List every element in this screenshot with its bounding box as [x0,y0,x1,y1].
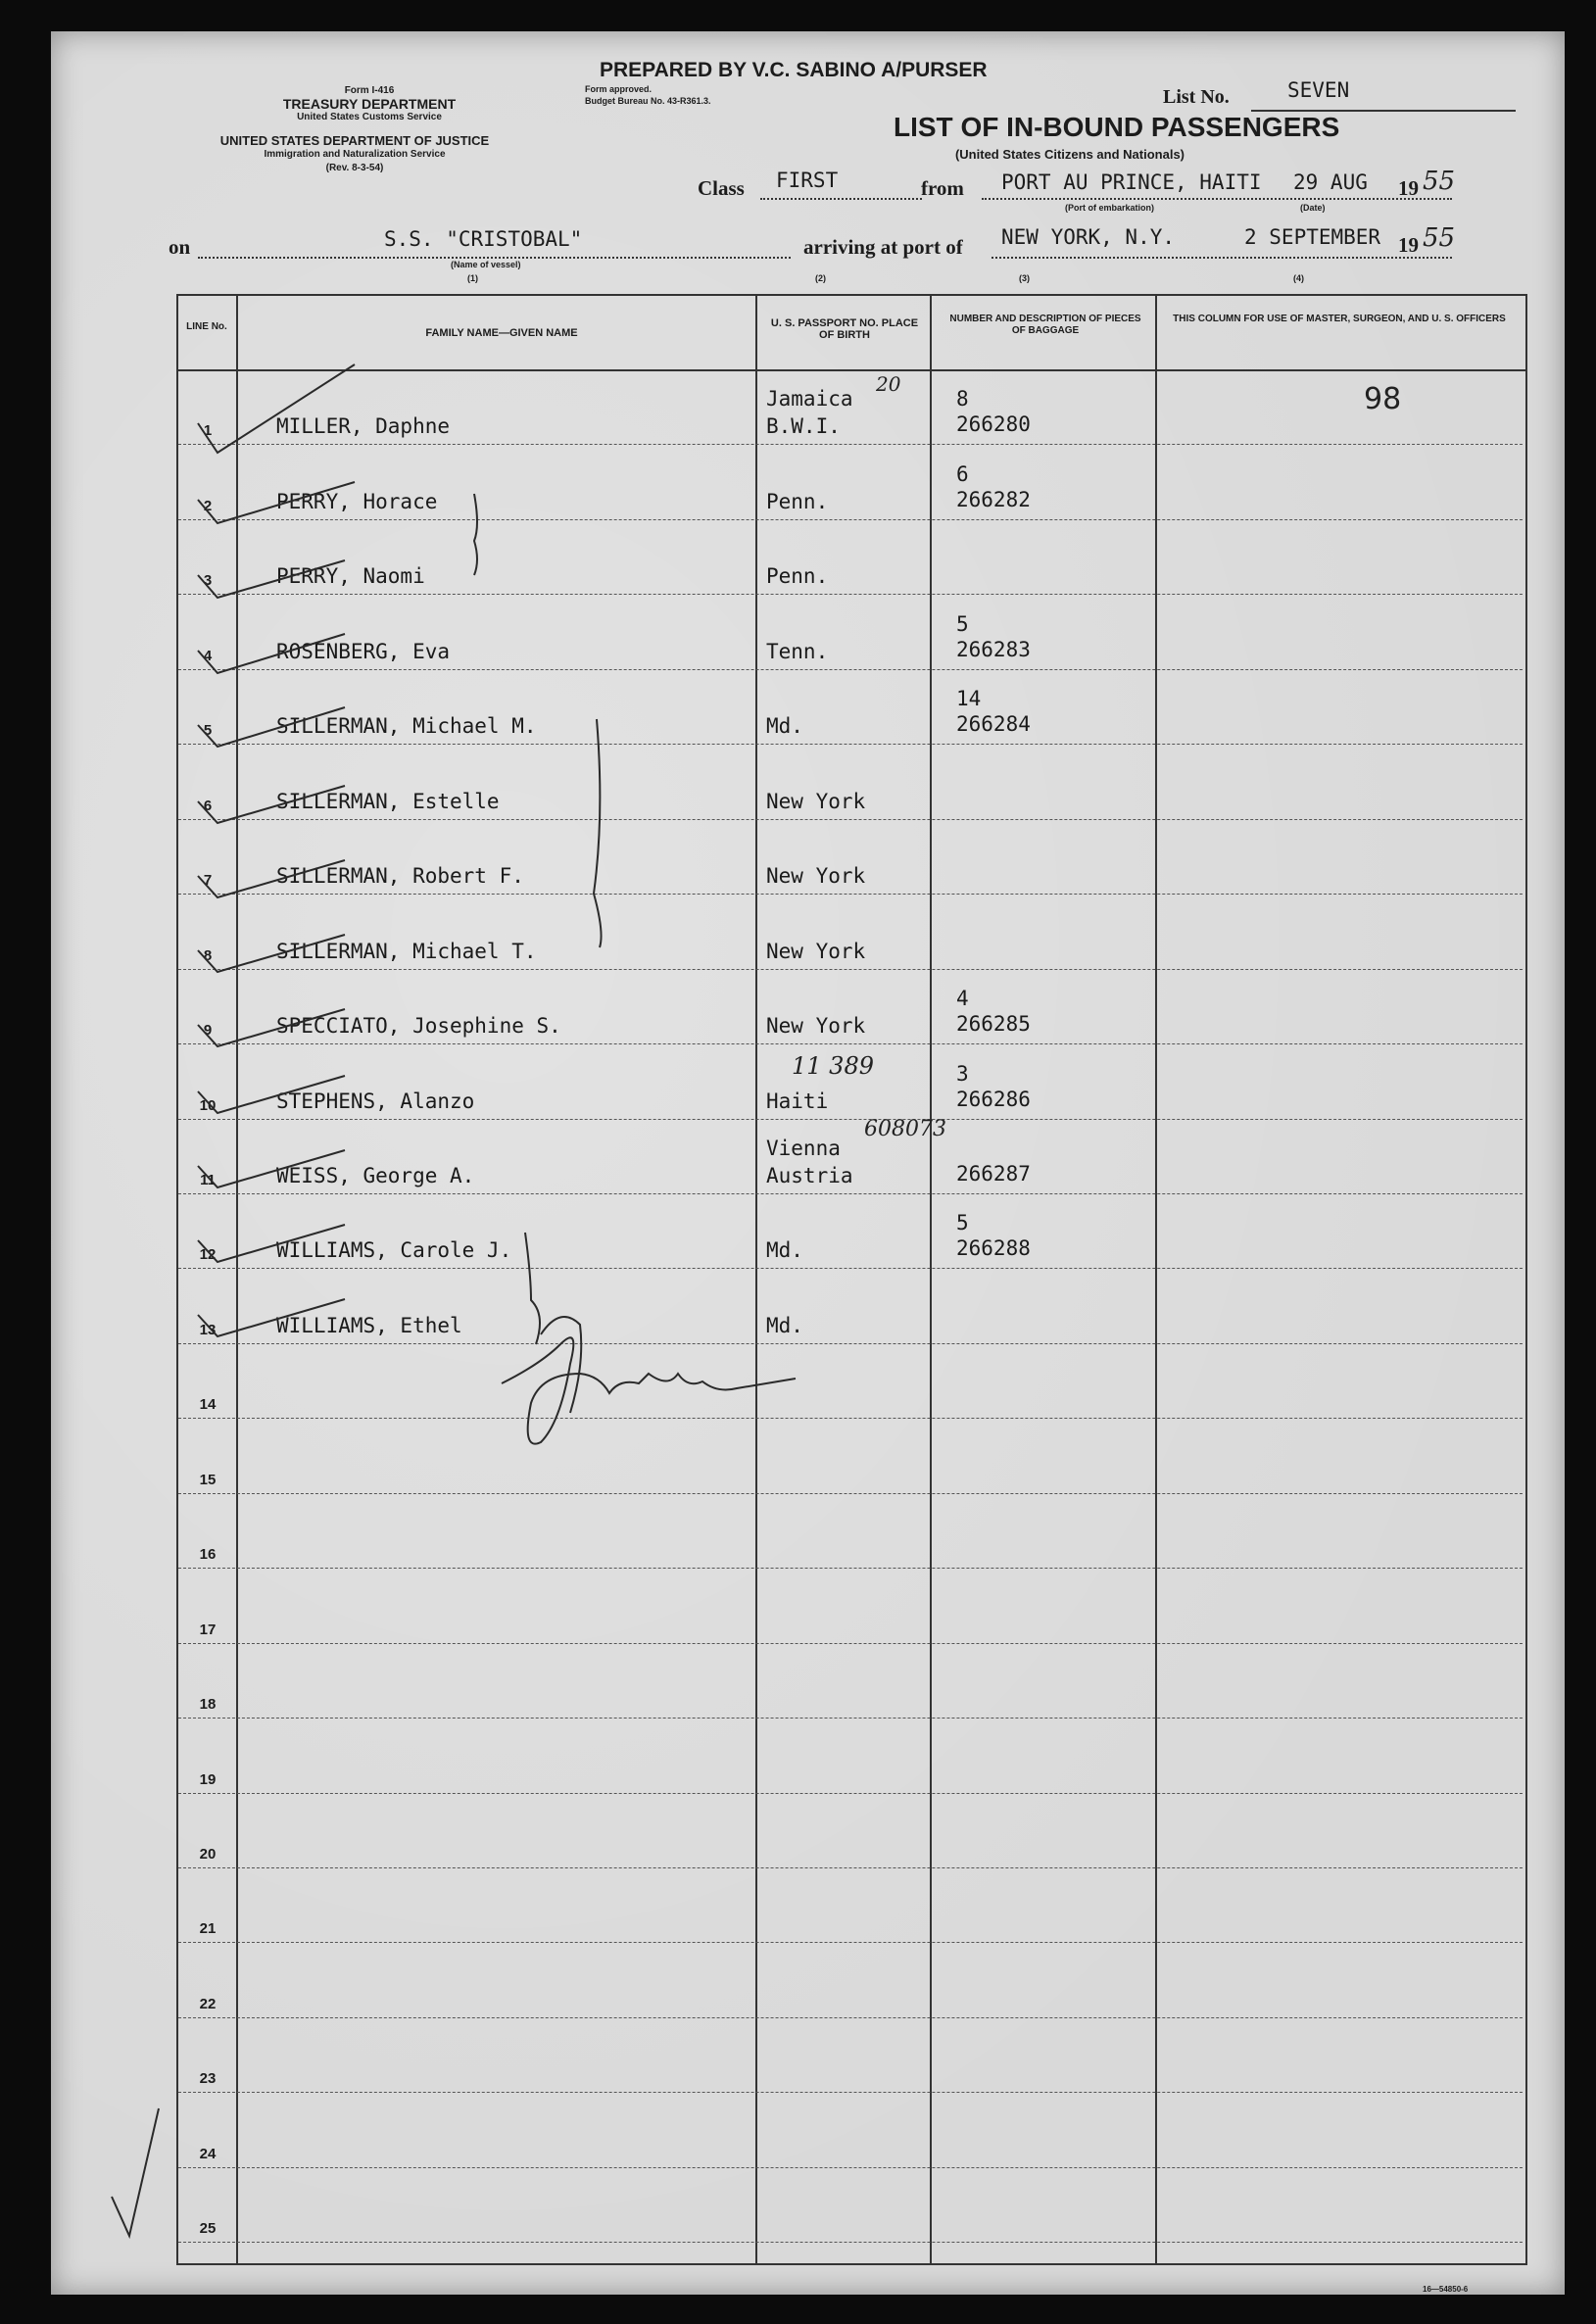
vessel-underline [198,257,791,259]
header-name: FAMILY NAME—GIVEN NAME [425,327,578,339]
line-number: 14 [199,1396,217,1414]
list-no-label: List No. [1163,86,1230,108]
line-number: 6 [203,797,213,814]
passenger-name: MILLER, Daphne [276,414,451,439]
birth-place: New York [766,1014,866,1039]
from-year-prefix: 19 [1398,176,1419,200]
baggage-number: 266283 [956,637,1031,661]
birth-place-line1: Jamaica [766,387,853,412]
handwritten-row10-note: 11 389 [792,1052,874,1080]
passenger-name: SILLERMAN, Michael M. [276,714,537,739]
row-rule [178,1268,1523,1269]
vessel-name: S.S. "CRISTOBAL" [384,227,583,251]
form-revision: (Rev. 8-3-54) [325,163,384,173]
port-of-embarkation-caption: (Port of embarkation) [1065,203,1155,213]
table-header-rule [176,369,1525,371]
birth-place: Md. [766,1313,803,1337]
birth-place: Austria [766,1163,853,1187]
from-port: PORT AU PRINCE, HAITI [1001,170,1262,194]
birth-place: Tenn. [766,639,829,663]
line-number: 4 [203,647,213,664]
row-rule [178,744,1523,745]
line-number: 10 [199,1096,217,1114]
baggage-number: 266287 [956,1161,1031,1186]
row-rule [178,519,1523,520]
birth-place-line1: Vienna [766,1136,841,1160]
line-number: 12 [199,1246,217,1264]
passenger-name: PERRY, Horace [276,489,438,513]
row-rule [178,1119,1523,1120]
row-rule [178,1942,1523,1943]
column-number-4: (4) [1293,273,1304,283]
birth-place: New York [766,939,866,963]
customs-service: United States Customs Service [297,112,442,122]
passenger-name: SILLERMAN, Robert F. [276,864,524,889]
date-caption: (Date) [1300,203,1326,213]
birth-place: Penn. [766,564,829,589]
class-underline [760,198,922,200]
row-rule [178,1793,1523,1794]
baggage-count: 6 [956,461,969,486]
arrival-year: 55 [1423,223,1456,253]
column-number-3: (3) [1019,273,1030,283]
class-value: FIRST [776,169,839,192]
column-number-1: (1) [467,273,478,283]
row-rule [178,2167,1523,2168]
line-number: 7 [203,872,213,890]
treasury-department: TREASURY DEPARTMENT [282,96,457,112]
budget-bureau: Budget Bureau No. 43-R361.3. [585,96,711,106]
birth-place: Md. [766,714,803,739]
header-officers: THIS COLUMN FOR USE OF MASTER, SURGEON, AND U. S. OFFICERS [1173,314,1506,324]
baggage-count: 3 [956,1061,969,1086]
baggage-number: 266280 [956,412,1031,437]
birth-place: Penn. [766,489,829,513]
header-baggage: NUMBER AND DESCRIPTION OF PIECES OF BAGGAGE [949,314,1141,336]
line-number: 25 [199,2220,217,2238]
passenger-name: WILLIAMS, Carole J. [276,1238,512,1263]
column-divider [1155,294,1157,2263]
prepared-by: PREPARED BY V.C. SABINO A/PURSER [600,59,988,81]
column-divider [930,294,932,2263]
passenger-name: STEPHENS, Alanzo [276,1089,475,1113]
column-divider [755,294,757,2263]
row-rule [178,2242,1523,2243]
department-of-justice: UNITED STATES DEPARTMENT OF JUSTICE [219,133,490,148]
arrival-underline [991,257,1452,259]
row-rule [178,1043,1523,1044]
from-underline [982,198,1452,200]
check-mark [112,2108,159,2236]
from-date: 29 AUG [1293,170,1368,194]
line-number: 9 [203,1022,213,1040]
print-code: 16—54850-6 [1423,2285,1469,2294]
line-number: 8 [203,946,213,964]
baggage-count: 4 [956,987,969,1011]
line-number: 24 [199,2145,217,2162]
on-label: on [169,235,191,259]
passenger-name: PERRY, Naomi [276,564,425,589]
line-number: 21 [199,1920,217,1938]
row-rule [178,594,1523,595]
line-number: 17 [199,1621,217,1638]
row-rule [178,1493,1523,1494]
from-label: from [921,176,964,200]
form-number: Form I-416 [344,85,395,96]
baggage-number: 266282 [956,487,1031,511]
class-label: Class [698,176,745,200]
column-divider [236,294,238,2263]
row-rule [178,1568,1523,1569]
column-number-2: (2) [815,273,826,283]
row-rule [178,2092,1523,2093]
line-number: 23 [199,2070,217,2088]
row-rule [178,1418,1523,1419]
passenger-name: SPECCIATO, Josephine S. [276,1014,561,1039]
line-number: 20 [199,1846,217,1863]
birth-place: Haiti [766,1089,829,1113]
line-number: 16 [199,1546,217,1564]
row-rule [178,1867,1523,1868]
header-passport: U. S. PASSPORT NO. PLACE OF BIRTH [770,317,919,341]
from-year: 55 [1423,167,1456,196]
row-rule [178,1643,1523,1644]
document-subtitle: (United States Citizens and Nationals) [954,147,1185,162]
ins-service: Immigration and Naturalization Service [264,149,446,160]
passenger-name: ROSENBERG, Eva [276,639,451,663]
baggage-count: 5 [956,611,969,636]
line-number: 15 [199,1471,217,1488]
line-number: 2 [203,497,213,514]
manifest-page [51,31,1565,2295]
row-rule [178,1193,1523,1194]
baggage-number: 266284 [956,712,1031,737]
arrival-year-prefix: 19 [1398,233,1419,257]
passenger-name: WEISS, George A. [276,1163,475,1187]
handwritten-row1-note: 20 [876,372,901,396]
row-rule [178,819,1523,820]
passenger-table [176,294,1527,2265]
row-rule [178,2017,1523,2018]
list-no-value: SEVEN [1287,78,1350,102]
row-rule [178,1718,1523,1719]
passenger-name: SILLERMAN, Michael T. [276,939,537,963]
baggage-count: 14 [956,687,982,711]
line-number: 18 [199,1696,217,1714]
baggage-count: 8 [956,387,969,412]
row-rule [178,969,1523,970]
handwritten-row11-note: 608073 [864,1117,946,1141]
line-number: 13 [199,1321,217,1338]
baggage-number: 266285 [956,1012,1031,1037]
birth-place: New York [766,864,866,889]
arrival-port: NEW YORK, N.Y. [1001,225,1176,249]
row-rule [178,1343,1523,1344]
vessel-caption: (Name of vessel) [451,260,521,269]
line-number: 3 [203,572,213,590]
document-title: LIST OF IN-BOUND PASSENGERS [894,112,1340,142]
row-rule [178,894,1523,895]
line-number: 5 [203,722,213,740]
birth-place: B.W.I. [766,414,841,439]
passenger-name: WILLIAMS, Ethel [276,1313,462,1337]
baggage-number: 266288 [956,1236,1031,1261]
header-line-no: LINE No. [186,321,227,332]
arrival-date: 2 SEPTEMBER [1244,225,1381,249]
baggage-count: 5 [956,1211,969,1235]
officer-note: 98 [1364,382,1402,416]
line-number: 19 [199,1770,217,1788]
line-number: 11 [200,1171,216,1188]
row-rule [178,444,1523,445]
birth-place: New York [766,789,866,813]
line-number: 22 [199,1995,217,2012]
birth-place: Md. [766,1238,803,1263]
baggage-number: 266286 [956,1087,1031,1111]
form-approved: Form approved. [585,84,653,94]
passenger-name: SILLERMAN, Estelle [276,789,500,813]
row-rule [178,669,1523,670]
arriving-label: arriving at port of [803,235,963,259]
line-number: 1 [203,422,213,440]
